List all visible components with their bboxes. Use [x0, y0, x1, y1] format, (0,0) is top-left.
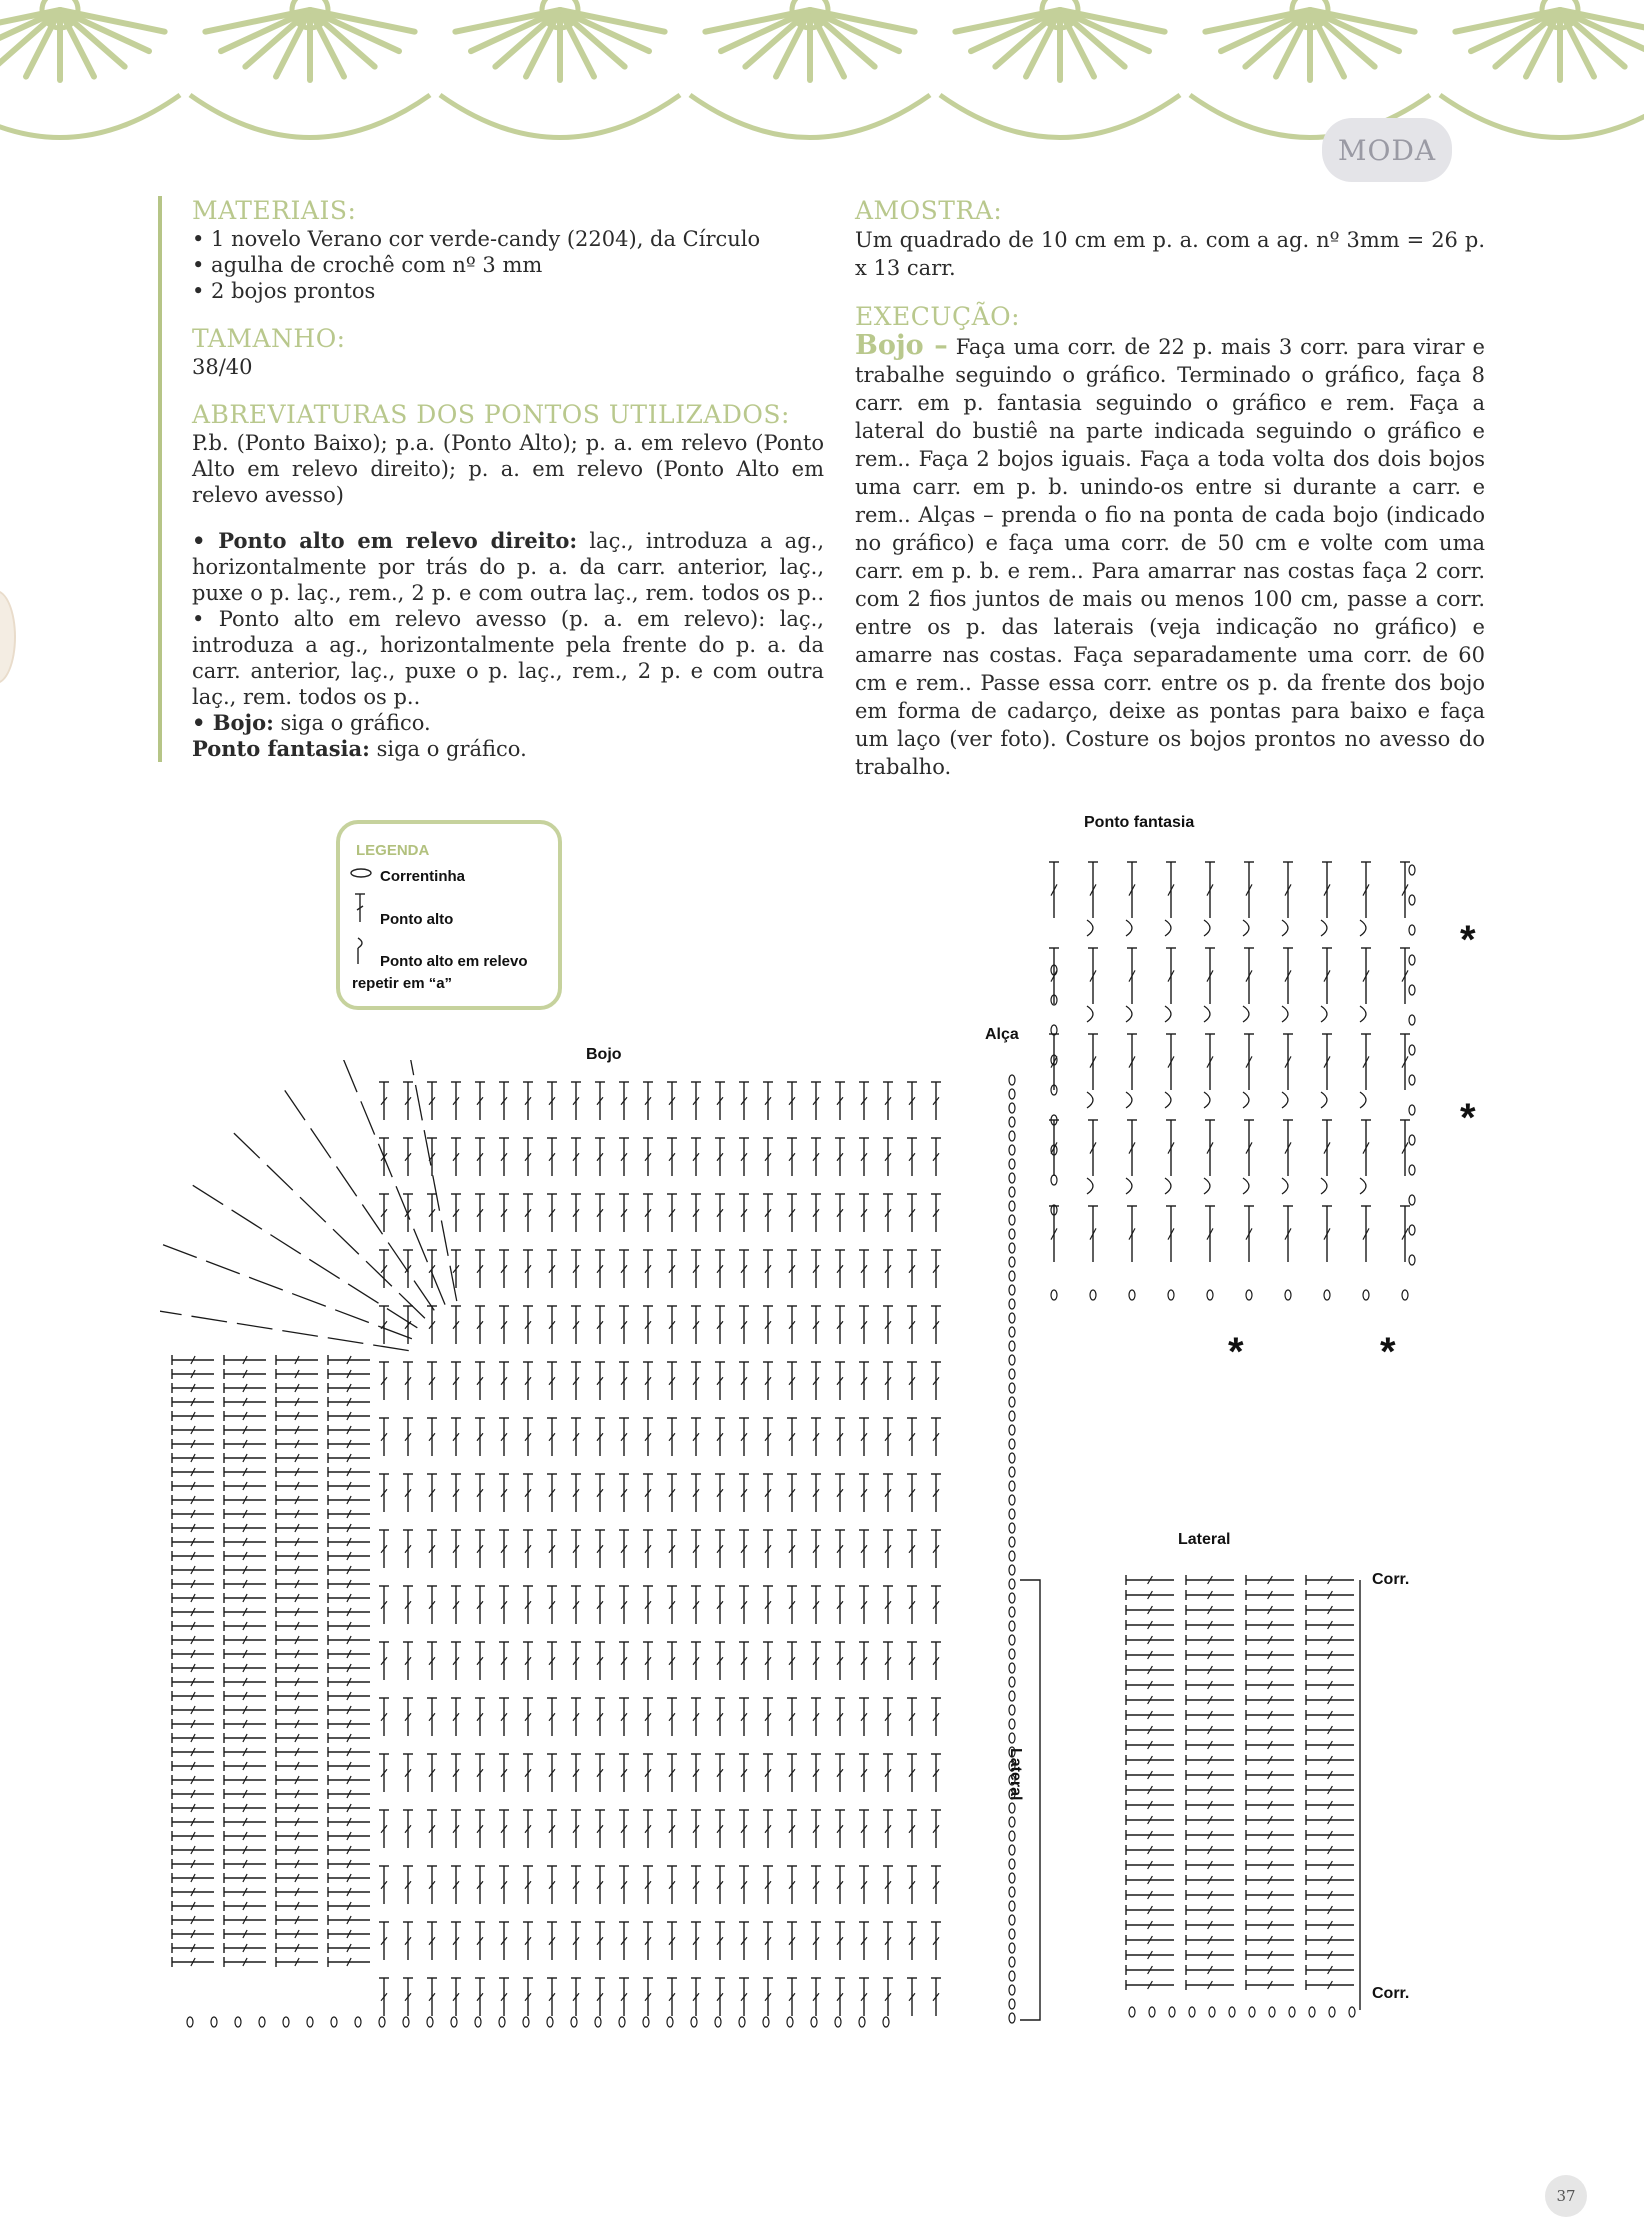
stitch-relief — [1126, 1006, 1132, 1022]
legend-item-chain: Correntinha — [380, 868, 466, 885]
stitch-chain — [1009, 1439, 1015, 1449]
stitch-chain — [1009, 1313, 1015, 1323]
stitch-relief — [1321, 1006, 1327, 1022]
sample-heading: AMOSTRA: — [855, 196, 1003, 225]
stitch-chain — [1009, 1481, 1015, 1491]
stitch-chain — [1009, 1775, 1015, 1785]
stitch-chain — [1009, 1635, 1015, 1645]
stitch-chain — [787, 2017, 793, 2027]
stitch-chain — [475, 2017, 481, 2027]
stitch-chain — [1009, 1915, 1015, 1925]
page-number — [1545, 2175, 1587, 2217]
stitch-chain — [1409, 865, 1415, 875]
stitch-relief — [1204, 1006, 1210, 1022]
execution-body: Faça uma corr. de 22 p. mais 3 corr. para virar e trabalhe seguindo o gráfico. Terminado o gráfico, faça 8 carr. em p. fantasia seguindo o gráfico e rem. Faça a lateral do bustiê na parte indicada seguindo o gráfico e rem.. Faça 2 bojos iguais. Faça a toda volta dos dois bojos uma carr. em p. b. unindo-os entre si durante a carr. e rem.. Alças – prenda o fio na ponta de cada bojo (indicado no gráfico) e faça uma corr. de 50 cm e volte com uma carr. em p. b. e rem.. Para amarrar nas costas faça 2 corr. com 2 fios juntos de mais ou menos 100 cm, passe a corr. entre os p. das laterais (veja indicação no gráfico) e amarre nas costas. Faça separadamente uma corr. de 60 cm e rem.. Passe essa corr. entre os p. da frente dos bojo em forma de cadarço, deixe as pontas para baixo e faça um laço (ver foto). Costure os bojos prontos no avesso do trabalho. — [855, 335, 1485, 779]
lace-scallop — [1440, 95, 1644, 138]
stitch-chain — [1009, 1831, 1015, 1841]
stitch-chain — [1409, 925, 1415, 935]
stitch-chain — [1009, 1075, 1015, 1085]
stitch-chain — [1009, 1299, 1015, 1309]
legend-item-relief-stitch: Ponto alto em relevo — [380, 953, 528, 970]
stitch-radial — [441, 1221, 448, 1256]
asterisk-mark: * — [1460, 1096, 1476, 1140]
stitch-radial — [234, 1133, 260, 1158]
stitch-chain — [1009, 1873, 1015, 1883]
page-number-label: 37 — [1556, 2187, 1576, 2205]
stitch-chain — [1402, 1290, 1408, 1300]
stitch-radial — [407, 1060, 414, 1075]
stitch-chain — [1009, 1117, 1015, 1127]
stitch-chain — [499, 2017, 505, 2027]
stitch-relief — [1360, 1178, 1366, 1194]
execution-text — [855, 332, 1485, 781]
stitch-radial — [348, 1284, 378, 1303]
stitch-relief — [1087, 1006, 1093, 1022]
stitch-chain — [235, 2017, 241, 2027]
lateral-chart-label: Lateral — [1178, 1531, 1231, 1548]
stitch-relief — [1087, 920, 1093, 936]
stitch-chain — [667, 2017, 673, 2027]
stitch-relief — [1360, 920, 1366, 936]
stitch-radial — [361, 1101, 375, 1134]
stitch-chain — [1324, 1290, 1330, 1300]
stitch-radial — [206, 1261, 240, 1274]
stitch-chain — [1009, 1901, 1015, 1911]
bojo-label: • Bojo: — [192, 710, 274, 735]
stitch-chain — [1409, 1255, 1415, 1265]
stitch-chain — [1009, 1215, 1015, 1225]
stitch-radial — [309, 1259, 339, 1278]
stitch-relief — [1243, 920, 1249, 936]
stitch-chain — [1009, 2013, 1015, 2023]
stitch-relief — [1126, 1178, 1132, 1194]
stitch-chain — [1009, 1887, 1015, 1897]
stitch-chain — [883, 2017, 889, 2027]
stitch-radial — [333, 1229, 359, 1254]
stitch-chain — [1009, 1761, 1015, 1771]
stitch-chain — [1129, 2007, 1135, 2017]
stitch-chain — [211, 2017, 217, 2027]
stitch-chain — [379, 2017, 385, 2027]
stitch-chain — [1009, 1523, 1015, 1533]
stitch-radial — [431, 1271, 445, 1304]
alca-label: Alça — [985, 1026, 1019, 1043]
stitch-chain — [1051, 1175, 1057, 1185]
stitch-chain — [1009, 1159, 1015, 1169]
stitch-chain — [1009, 1411, 1015, 1421]
stitch-chain — [811, 2017, 817, 2027]
stitch-chain — [1009, 1327, 1015, 1337]
lateral-bracket — [1020, 1580, 1040, 2020]
stitch-chain — [1009, 1621, 1015, 1631]
stitch-chain — [1409, 1195, 1415, 1205]
stitch-relief — [1282, 1006, 1288, 1022]
stitch-chain — [1246, 1290, 1252, 1300]
stitch-chain — [1009, 1271, 1015, 1281]
stitch-chain — [1009, 1607, 1015, 1617]
stitch-chain — [1009, 1131, 1015, 1141]
stitch-chain — [1009, 1285, 1015, 1295]
stitch-chain — [1168, 1290, 1174, 1300]
stitch-relief — [1165, 920, 1171, 936]
fantasia-text: siga o gráfico. — [369, 737, 527, 761]
stitch-chain — [1409, 1225, 1415, 1235]
legend-title: LEGENDA — [356, 842, 430, 859]
stitch-chain — [187, 2017, 193, 2027]
abbreviations-text: P.b. (Ponto Baixo); p.a. (Ponto Alto); p. a. em relevo (Ponto Alto em relevo direito); p. a. em relevo (Ponto Alto em relevo avesso) — [192, 431, 824, 507]
size-value: 38/40 — [192, 355, 253, 379]
stitch-chain — [619, 2017, 625, 2027]
stitch-chain — [1009, 1383, 1015, 1393]
left-column — [192, 196, 824, 762]
lateral-crochet-chart — [1120, 1570, 1380, 2030]
stitch-chain — [739, 2017, 745, 2027]
stitch-chain — [1009, 1649, 1015, 1659]
lateral-side-label: Lateral — [1007, 1748, 1024, 1801]
bojo-line — [192, 710, 824, 736]
stitch-radial — [378, 1144, 392, 1177]
stitch-radial — [335, 1310, 369, 1323]
stitch-chain — [1009, 1999, 1015, 2009]
materials-list — [192, 226, 824, 304]
stitch-chain — [1009, 1551, 1015, 1561]
legend-box — [336, 820, 562, 1010]
stitch-relief — [1204, 1092, 1210, 1108]
stitch-chain — [1090, 1290, 1096, 1300]
stitch-radial — [311, 1128, 331, 1158]
stitch-chain — [643, 2017, 649, 2027]
stitch-chain — [1009, 1663, 1015, 1673]
fantasia-chart-label: Ponto fantasia — [1084, 814, 1195, 831]
stitch-radial — [292, 1294, 326, 1307]
stitch-chain — [1409, 1165, 1415, 1175]
stitch-chain — [1009, 1579, 1015, 1589]
stitch-chain — [1009, 1789, 1015, 1799]
corr-bottom-label: Corr. — [1372, 1985, 1410, 2002]
stitch-relief — [1360, 1092, 1366, 1108]
bojo-crochet-chart — [160, 1060, 1060, 2040]
stitch-chain — [1009, 1859, 1015, 1869]
stitch-chain — [1009, 1929, 1015, 1939]
section-tag-label: MODA — [1337, 133, 1437, 167]
materials-item: • 2 bojos prontos — [192, 279, 376, 303]
stitch-chain — [1009, 1705, 1015, 1715]
materials-heading: MATERIAIS: — [192, 196, 357, 225]
stitch-radial — [237, 1323, 273, 1329]
stitch-relief — [1165, 1178, 1171, 1194]
fantasia-label: Ponto fantasia: — [192, 736, 370, 761]
stitch-chain — [835, 2017, 841, 2027]
stitch-chain — [1409, 895, 1415, 905]
stitch-chain — [1009, 1243, 1015, 1253]
stitch-chain — [1009, 1537, 1015, 1547]
stitch-relief — [1126, 1092, 1132, 1108]
stitch-radial — [232, 1210, 262, 1229]
stitch-radial — [267, 1165, 293, 1190]
stitch-radial — [387, 1309, 417, 1328]
stitch-chain — [355, 2017, 361, 2027]
stitch-radial — [163, 1245, 197, 1258]
stitch-radial — [433, 1175, 440, 1210]
stitch-relief — [1087, 1178, 1093, 1194]
stitch-radial — [373, 1345, 409, 1351]
stitch-radial — [300, 1197, 326, 1222]
stitch-chain — [403, 2017, 409, 2027]
stitch-chain — [1189, 2007, 1195, 2017]
stitch-chain — [1309, 2007, 1315, 2017]
stitch-chain — [1009, 1369, 1015, 1379]
lace-scallop — [690, 95, 930, 138]
stitch-radial — [191, 1316, 227, 1322]
stitch-radial — [336, 1166, 356, 1196]
stitch-chain — [571, 2017, 577, 2027]
stitch-chain — [259, 2017, 265, 2027]
stitch-chain — [1009, 1719, 1015, 1729]
stitch-radial — [362, 1205, 382, 1235]
stitch-chain — [1009, 1355, 1015, 1365]
stitch-chain — [1009, 1425, 1015, 1435]
stitch-radial — [388, 1243, 408, 1273]
stitch-chain — [1009, 1453, 1015, 1463]
fantasia-crochet-chart — [1040, 850, 1470, 1330]
relief-stitch-label: • Ponto alto em relevo direito: — [192, 528, 578, 553]
stitch-chain — [1009, 1173, 1015, 1183]
abbreviations-heading: ABREVIATURAS DOS PONTOS UTILIZADOS: — [192, 400, 790, 429]
fantasia-line — [192, 736, 824, 762]
stitch-chain — [1009, 1845, 1015, 1855]
relief-stitch-paragraph — [192, 528, 824, 710]
stitch-chain — [1009, 1565, 1015, 1575]
lace-scallop — [0, 95, 180, 138]
legend-repeat-note: repetir em “a” — [352, 975, 453, 992]
stitch-chain — [691, 2017, 697, 2027]
stitch-chain — [1009, 1593, 1015, 1603]
stitch-relief — [1360, 1006, 1366, 1022]
stitch-relief — [1282, 920, 1288, 936]
asterisk-mark: * — [1460, 918, 1476, 962]
stitch-chain — [307, 2017, 313, 2027]
right-column — [855, 196, 1485, 781]
materials-item: • 1 novelo Verano cor verde-candy (2204), da Círculo — [192, 227, 761, 251]
stitch-chain — [1009, 1509, 1015, 1519]
stitch-relief — [1282, 1092, 1288, 1108]
sample-text: Um quadrado de 10 cm em p. a. com a ag. nº 3mm = 26 p. x 13 carr. — [855, 228, 1485, 280]
stitch-radial — [424, 1130, 431, 1165]
size-heading: TAMANHO: — [192, 324, 346, 353]
stitch-chain — [1009, 1201, 1015, 1211]
stitch-relief — [1204, 920, 1210, 936]
stitch-chain — [1009, 1495, 1015, 1505]
stitch-chain — [1009, 1691, 1015, 1701]
stitch-radial — [270, 1235, 300, 1254]
asterisk-mark: * — [1228, 1330, 1244, 1374]
relief-stitch-text: laç., introduza a ag., horizontalmente por trás do p. a. da carr. anterior, laç., puxe o p. laç., rem., 2 p. e com outra laç., rem. todos os p.. • Ponto alto em relevo avesso (p. a. em relevo): laç., introduza a ag., horizontalmente pela frente do p. a. da carr. anterior, laç., puxe o p. laç., rem., 2 p. e com outra laç., rem. todos os p.. — [192, 529, 824, 709]
stitch-radial — [328, 1338, 364, 1344]
stitch-chain — [1009, 1747, 1015, 1757]
stitch-relief — [1243, 1006, 1249, 1022]
stitch-chain — [1229, 2007, 1235, 2017]
stitch-chain — [1409, 1045, 1415, 1055]
stitch-chain — [1009, 1467, 1015, 1477]
lace-scallop — [440, 95, 680, 138]
stitch-chain — [1009, 1985, 1015, 1995]
stitch-radial — [378, 1326, 412, 1339]
materials-item: • agulha de crochê com nº 3 mm — [192, 253, 543, 277]
stitch-chain — [1409, 955, 1415, 965]
stitch-relief — [1282, 1178, 1288, 1194]
stitch-relief — [1126, 920, 1132, 936]
stitch-chain — [1051, 1290, 1057, 1300]
stitch-chain — [1009, 1943, 1015, 1953]
stitch-radial — [343, 1060, 357, 1092]
stitch-chain — [1249, 2007, 1255, 2017]
stitch-chain — [859, 2017, 865, 2027]
corr-top-label: Corr. — [1372, 1571, 1410, 1588]
chain-stitch-icon — [348, 866, 374, 880]
execution-lead: Bojo – — [855, 330, 948, 361]
stitch-chain — [451, 2017, 457, 2027]
stitch-radial — [285, 1090, 305, 1120]
stitch-radial — [249, 1277, 283, 1290]
stitch-chain — [1207, 1290, 1213, 1300]
stitch-radial — [193, 1185, 223, 1204]
stitch-radial — [416, 1085, 423, 1120]
lace-scallop — [940, 95, 1180, 138]
stitch-chain — [1409, 1105, 1415, 1115]
execution-heading: EXECUÇÃO: — [855, 302, 1021, 331]
stitch-chain — [1409, 1135, 1415, 1145]
stitch-chain — [1009, 1971, 1015, 1981]
stitch-chain — [1009, 1733, 1015, 1743]
stitch-chain — [1009, 1089, 1015, 1099]
stitch-chain — [523, 2017, 529, 2027]
stitch-chain — [715, 2017, 721, 2027]
stitch-chain — [427, 2017, 433, 2027]
stitch-relief — [1321, 1092, 1327, 1108]
stitch-chain — [1009, 1817, 1015, 1827]
stitch-relief — [1243, 1178, 1249, 1194]
stitch-relief — [1204, 1178, 1210, 1194]
stitch-chain — [1289, 2007, 1295, 2017]
stitch-chain — [1009, 1187, 1015, 1197]
stitch-chain — [1285, 1290, 1291, 1300]
stitch-chain — [763, 2017, 769, 2027]
stitch-chain — [331, 2017, 337, 2027]
stitch-chain — [1009, 1341, 1015, 1351]
stitch-chain — [1363, 1290, 1369, 1300]
stitch-chain — [1409, 1075, 1415, 1085]
bojo-chart-label: Bojo — [586, 1046, 622, 1063]
legend-item-double-crochet: Ponto alto — [380, 911, 454, 928]
stitch-chain — [1009, 1257, 1015, 1267]
stitch-relief — [1165, 1092, 1171, 1108]
lace-scallop — [190, 95, 430, 138]
stitch-chain — [1009, 1229, 1015, 1239]
stitch-chain — [1009, 1103, 1015, 1113]
stitch-relief — [1321, 920, 1327, 936]
stitch-chain — [1349, 2007, 1355, 2017]
stitch-chain — [1409, 1015, 1415, 1025]
asterisk-mark: * — [1380, 1330, 1396, 1374]
section-tag — [1322, 118, 1452, 182]
stitch-chain — [1409, 985, 1415, 995]
stitch-radial — [366, 1261, 392, 1286]
stitch-chain — [1009, 1677, 1015, 1687]
stitch-chain — [1149, 2007, 1155, 2017]
stitch-chain — [283, 2017, 289, 2027]
relief-stitch-icon — [350, 934, 370, 966]
stitch-chain — [1329, 2007, 1335, 2017]
stitch-radial — [160, 1309, 182, 1315]
stitch-relief — [1165, 1006, 1171, 1022]
stitch-relief — [1321, 1178, 1327, 1194]
stitch-relief — [1243, 1092, 1249, 1108]
stitch-chain — [1009, 1145, 1015, 1155]
stitch-relief — [1087, 1092, 1093, 1108]
stitch-chain — [1129, 1290, 1135, 1300]
stitch-chain — [1169, 2007, 1175, 2017]
stitch-chain — [1269, 2007, 1275, 2017]
stitch-chain — [595, 2017, 601, 2027]
stitch-radial — [282, 1331, 318, 1337]
double-crochet-icon — [350, 890, 370, 924]
edge-photo-fragment — [0, 590, 16, 684]
stitch-radial — [414, 1281, 434, 1311]
stitch-radial — [399, 1293, 425, 1318]
bojo-text: siga o gráfico. — [273, 711, 431, 735]
stitch-chain — [1209, 2007, 1215, 2017]
stitch-radial — [414, 1229, 428, 1262]
left-column-accent-bar — [158, 196, 162, 762]
stitch-chain — [1009, 1397, 1015, 1407]
stitch-chain — [1009, 1957, 1015, 1967]
stitch-chain — [547, 2017, 553, 2027]
stitch-chain — [1009, 1803, 1015, 1813]
